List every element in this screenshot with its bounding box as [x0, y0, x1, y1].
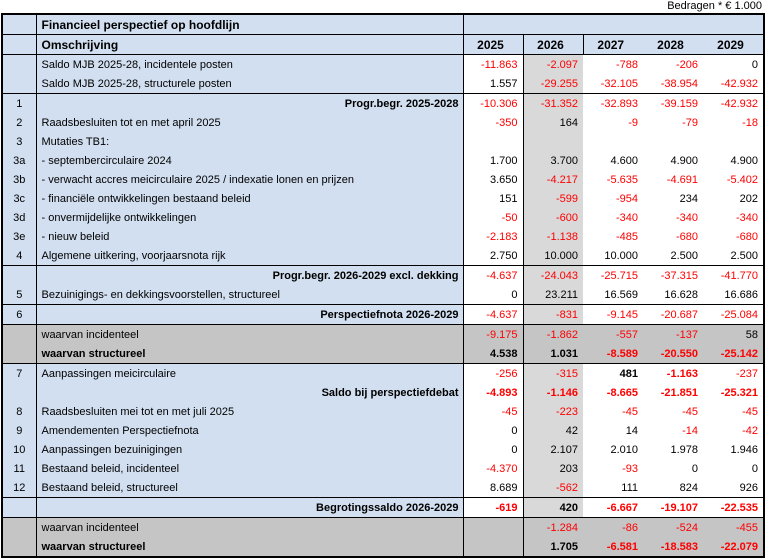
value-cell-2027: -9: [628, 116, 638, 129]
value-cell-2029: -42: [742, 424, 759, 437]
value-cell-2025: 4.538: [463, 344, 523, 364]
value-cell-2026: 1.031: [523, 344, 583, 364]
value-cell-2027: -340: [615, 211, 638, 224]
value-cell-2028: [643, 132, 703, 151]
value-cell-2029: 4.900: [730, 154, 759, 167]
value-cell-2029: 0: [751, 58, 759, 71]
table-title: Financieel perspectief op hoofdlijn: [36, 14, 463, 35]
row-number-cell: 3: [2, 132, 36, 151]
value-cell-2027: -5.635: [606, 173, 638, 186]
table-row: [2, 421, 764, 440]
row-label-cell: Aanpassingen bezuinigingen: [36, 440, 463, 459]
header-id-cell: [2, 35, 36, 55]
column-header-row: [2, 35, 764, 55]
row-number-cell: 3c: [2, 189, 36, 208]
row-label-cell: Aanpassingen meicirculaire: [36, 364, 463, 384]
table-row: [2, 364, 764, 384]
value-cell-2027: 4.600: [610, 154, 638, 167]
value-cell-2027: [583, 132, 643, 151]
value-cell-2027: -86: [583, 518, 643, 538]
value-cell-2027: 111: [621, 481, 638, 494]
value-cell-2026: 164: [523, 113, 583, 132]
value-cell-2027: -6.581: [583, 537, 643, 557]
row-label-cell: - onvermijdelijke ontwikkelingen: [36, 208, 463, 227]
row-label-cell: Bezuinigings- en dekkingsvoorstellen, structureel: [36, 285, 463, 305]
value-cell-2026: -1.146: [523, 383, 583, 402]
table-row: [2, 518, 764, 538]
value-cell-2029: -41.770: [703, 266, 764, 286]
value-cell-2025: -4.893: [463, 383, 523, 402]
row-label-cell: - financiële ontwikkelingen bestaand beleid: [36, 189, 463, 208]
value-cell-2026: -1.862: [523, 325, 583, 345]
value-cell-2026: 23.211: [523, 285, 583, 305]
value-cell-2026: -562: [523, 478, 583, 498]
row-number-cell: 3a: [2, 151, 36, 170]
table-row: [2, 344, 764, 364]
value-cell-2029: -18: [742, 116, 759, 129]
value-cell-2028: -4.691: [666, 173, 698, 186]
value-cell-2026: [523, 132, 583, 151]
value-cell-2026: -2.097: [523, 55, 583, 75]
row-label-cell: waarvan incidenteel: [36, 518, 463, 538]
value-cell-2027: -557: [583, 325, 643, 345]
value-cell-2029: -22.535: [703, 498, 764, 518]
value-cell-2025: 0: [463, 421, 523, 440]
value-cell-2028: 1.978: [670, 443, 698, 456]
row-label-cell: Raadsbesluiten mei tot en met juli 2025: [36, 402, 463, 421]
value-cell-2028: -680: [675, 230, 698, 243]
row-number-cell: 9: [2, 421, 36, 440]
value-cell-2025: -50: [463, 208, 523, 227]
value-cell-2025: -4.637: [463, 266, 523, 286]
column-header-2025: 2025: [463, 35, 523, 55]
table-row: [2, 498, 764, 518]
row-label-cell: waarvan structureel: [36, 344, 463, 364]
value-cell-2028: 16.628: [664, 288, 698, 301]
value-cell-2029: [703, 132, 764, 151]
table-body: [2, 55, 764, 558]
value-cell-2028: -38.954: [660, 77, 698, 90]
value-cell-2025: 3.650: [463, 170, 523, 189]
row-number-cell: 2: [2, 113, 36, 132]
value-cell-2026: -4.217: [523, 170, 583, 189]
value-cell-2029: -5.402: [726, 173, 759, 186]
row-label-cell: Bestaand beleid, structureel: [36, 478, 463, 498]
table-row: [2, 132, 764, 151]
value-cell-2027: 481: [583, 364, 643, 384]
row-number-cell: 3e: [2, 227, 36, 246]
value-cell-2028: 2.500: [670, 249, 698, 262]
row-number-cell: 3b: [2, 170, 36, 189]
value-cell-2025: [463, 537, 523, 557]
value-cell-2025: 151: [463, 189, 523, 208]
value-cell-2026: -31.352: [523, 94, 583, 114]
title-row-id-cell: [2, 14, 36, 35]
value-cell-2025: 0: [463, 285, 523, 305]
row-number-cell: [2, 344, 36, 364]
value-cell-2025: -4.370: [463, 459, 523, 478]
table-row: [2, 285, 764, 305]
value-cell-2026: 420: [523, 498, 583, 518]
value-cell-2027: 16.569: [604, 288, 638, 301]
row-label-cell: Algemene uitkering, voorjaarsnota rijk: [36, 246, 463, 266]
table-row: [2, 537, 764, 557]
value-cell-2029: -25.321: [720, 386, 759, 399]
value-cell-2027: 2.010: [610, 443, 638, 456]
value-cell-2028: -39.159: [643, 94, 703, 114]
row-number-cell: 8: [2, 402, 36, 421]
value-cell-2026: -831: [523, 305, 583, 325]
value-cell-2028: -340: [675, 211, 698, 224]
value-cell-2027: -954: [615, 192, 638, 205]
value-cell-2029: -42.932: [720, 77, 759, 90]
value-cell-2027: -93: [622, 462, 638, 475]
row-label-cell: waarvan incidenteel: [36, 325, 463, 345]
value-cell-2029: 0: [751, 462, 759, 475]
row-number-cell: 1: [2, 94, 36, 114]
value-cell-2025: -2.183: [463, 227, 523, 246]
value-cell-2027: -9.145: [583, 305, 643, 325]
value-cell-2025: 0: [463, 440, 523, 459]
row-label-cell: Perspectiefnota 2026-2029: [36, 305, 463, 325]
value-cell-2027: 10.000: [604, 249, 638, 262]
column-header-2027: 2027: [583, 35, 643, 55]
row-number-cell: [2, 266, 36, 286]
value-cell-2026: -600: [523, 208, 583, 227]
row-number-cell: [2, 537, 36, 557]
value-cell-2026: 2.107: [523, 440, 583, 459]
value-cell-2027: -788: [615, 58, 638, 71]
value-cell-2029: -25.084: [703, 305, 764, 325]
table-row: [2, 383, 764, 402]
row-number-cell: 10: [2, 440, 36, 459]
row-number-cell: 12: [2, 478, 36, 498]
value-cell-2025: 8.689: [463, 478, 523, 498]
table-row: [2, 170, 764, 189]
table-row: [2, 459, 764, 478]
value-cell-2026: 3.700: [523, 151, 583, 170]
value-cell-2026: 42: [523, 421, 583, 440]
table-title-row: [2, 14, 764, 35]
row-label-cell: Progr.begr. 2026-2029 excl. dekking: [36, 266, 463, 286]
value-cell-2027: -485: [615, 230, 638, 243]
value-cell-2025: -11.863: [463, 55, 523, 75]
value-cell-2029: -22.079: [703, 537, 764, 557]
value-cell-2029: 1.946: [730, 443, 759, 456]
value-cell-2028: 824: [679, 481, 698, 494]
row-label-cell: - nieuw beleid: [36, 227, 463, 246]
value-cell-2028: -1.163: [643, 364, 703, 384]
value-cell-2028: -18.583: [643, 537, 703, 557]
value-cell-2028: 234: [679, 192, 698, 205]
value-cell-2028: -137: [643, 325, 703, 345]
table-row: [2, 94, 764, 114]
value-cell-2029: -340: [735, 211, 759, 224]
row-number-cell: [2, 383, 36, 402]
value-cell-2027: -8.589: [583, 344, 643, 364]
table-row: [2, 151, 764, 170]
value-cell-2025: -256: [463, 364, 523, 384]
row-label-cell: Saldo MJB 2025-28, incidentele posten: [36, 55, 463, 75]
financial-perspective-table: [1, 13, 765, 558]
value-cell-2028: -206: [675, 58, 698, 71]
value-cell-2029: -237: [703, 364, 764, 384]
row-label-cell: Begrotingssaldo 2026-2029: [36, 498, 463, 518]
table-row: [2, 74, 764, 94]
value-cell-2028: -45: [682, 405, 698, 418]
value-cell-2027: -32.893: [583, 94, 643, 114]
table-row: [2, 266, 764, 286]
value-cell-2026: -1.138: [523, 227, 583, 246]
table-row: [2, 246, 764, 266]
value-cell-2029: 16.686: [724, 288, 759, 301]
table-row: [2, 402, 764, 421]
row-number-cell: 3d: [2, 208, 36, 227]
row-label-cell: Raadsbesluiten tot en met april 2025: [36, 113, 463, 132]
value-cell-2028: -524: [643, 518, 703, 538]
row-number-cell: [2, 74, 36, 94]
table-row: [2, 189, 764, 208]
row-number-cell: [2, 518, 36, 538]
row-label-cell: Saldo MJB 2025-28, structurele posten: [36, 74, 463, 94]
value-cell-2027: -32.105: [600, 77, 638, 90]
value-cell-2025: 1.557: [463, 74, 523, 94]
value-cell-2025: -619: [463, 498, 523, 518]
value-cell-2029: -25.142: [703, 344, 764, 364]
row-number-cell: 11: [2, 459, 36, 478]
value-cell-2029: -45: [742, 405, 759, 418]
column-header-2029: 2029: [703, 35, 764, 55]
title-row-spacer-cell: [463, 14, 764, 35]
row-number-cell: [2, 55, 36, 75]
value-cell-2025: -10.306: [463, 94, 523, 114]
value-cell-2027: -25.715: [583, 266, 643, 286]
row-label-cell: - septembercirculaire 2024: [36, 151, 463, 170]
table-row: [2, 440, 764, 459]
row-label-cell: waarvan structureel: [36, 537, 463, 557]
value-cell-2026: -223: [523, 402, 583, 421]
column-header-2026: 2026: [523, 35, 583, 55]
value-cell-2025: 2.750: [463, 246, 523, 266]
value-cell-2026: -24.043: [523, 266, 583, 286]
value-cell-2028: 0: [691, 462, 698, 475]
value-cell-2027: -45: [622, 405, 638, 418]
value-cell-2026: -315: [523, 364, 583, 384]
row-label-cell: Saldo bij perspectiefdebat: [36, 383, 463, 402]
table-row: [2, 208, 764, 227]
value-cell-2025: [463, 132, 523, 151]
value-cell-2029: -42.932: [703, 94, 764, 114]
value-cell-2025: [463, 518, 523, 538]
column-header-2028: 2028: [643, 35, 703, 55]
row-number-cell: 4: [2, 246, 36, 266]
value-cell-2025: -350: [463, 113, 523, 132]
value-cell-2028: -20.687: [643, 305, 703, 325]
row-number-cell: [2, 325, 36, 345]
value-cell-2029: 58: [703, 325, 764, 345]
table-row: [2, 325, 764, 345]
value-cell-2026: 1.705: [523, 537, 583, 557]
value-cell-2027: -8.665: [606, 386, 638, 399]
value-cell-2027: -6.667: [583, 498, 643, 518]
table-row: [2, 227, 764, 246]
value-cell-2025: -4.637: [463, 305, 523, 325]
value-cell-2028: -20.550: [643, 344, 703, 364]
table-row: [2, 478, 764, 498]
value-cell-2025: 1.700: [463, 151, 523, 170]
value-cell-2029: 202: [739, 192, 759, 205]
table-row: [2, 113, 764, 132]
amounts-note: Bedragen * € 1.000: [667, 0, 762, 12]
value-cell-2026: -29.255: [523, 74, 583, 94]
row-number-cell: 6: [2, 305, 36, 325]
value-cell-2025: -45: [463, 402, 523, 421]
table-row: [2, 55, 764, 75]
value-cell-2028: -37.315: [643, 266, 703, 286]
value-cell-2029: 2.500: [730, 249, 759, 262]
row-number-cell: [2, 498, 36, 518]
value-cell-2026: 10.000: [523, 246, 583, 266]
value-cell-2028: -79: [682, 116, 698, 129]
value-cell-2028: 4.900: [670, 154, 698, 167]
value-cell-2029: 926: [739, 481, 759, 494]
value-cell-2026: -1.284: [523, 518, 583, 538]
column-header-description: Omschrijving: [36, 35, 463, 55]
value-cell-2025: -9.175: [463, 325, 523, 345]
row-label-cell: Bestaand beleid, incidenteel: [36, 459, 463, 478]
value-cell-2026: 203: [523, 459, 583, 478]
row-label-cell: - verwacht accres meicirculaire 2025 / indexatie lonen en prijzen: [36, 170, 463, 189]
row-label-cell: Amendementen Perspectiefnota: [36, 421, 463, 440]
row-label-cell: Mutaties TB1:: [36, 132, 463, 151]
value-cell-2029: -455: [703, 518, 764, 538]
value-cell-2028: -19.107: [643, 498, 703, 518]
value-cell-2029: -680: [735, 230, 759, 243]
value-cell-2027: 14: [625, 424, 638, 437]
row-number-cell: 5: [2, 285, 36, 305]
value-cell-2028: -14: [682, 424, 698, 437]
value-cell-2026: -599: [523, 189, 583, 208]
row-label-cell: Progr.begr. 2025-2028: [36, 94, 463, 114]
value-cell-2028: -21.851: [660, 386, 698, 399]
table-row: [2, 305, 764, 325]
row-number-cell: 7: [2, 364, 36, 384]
